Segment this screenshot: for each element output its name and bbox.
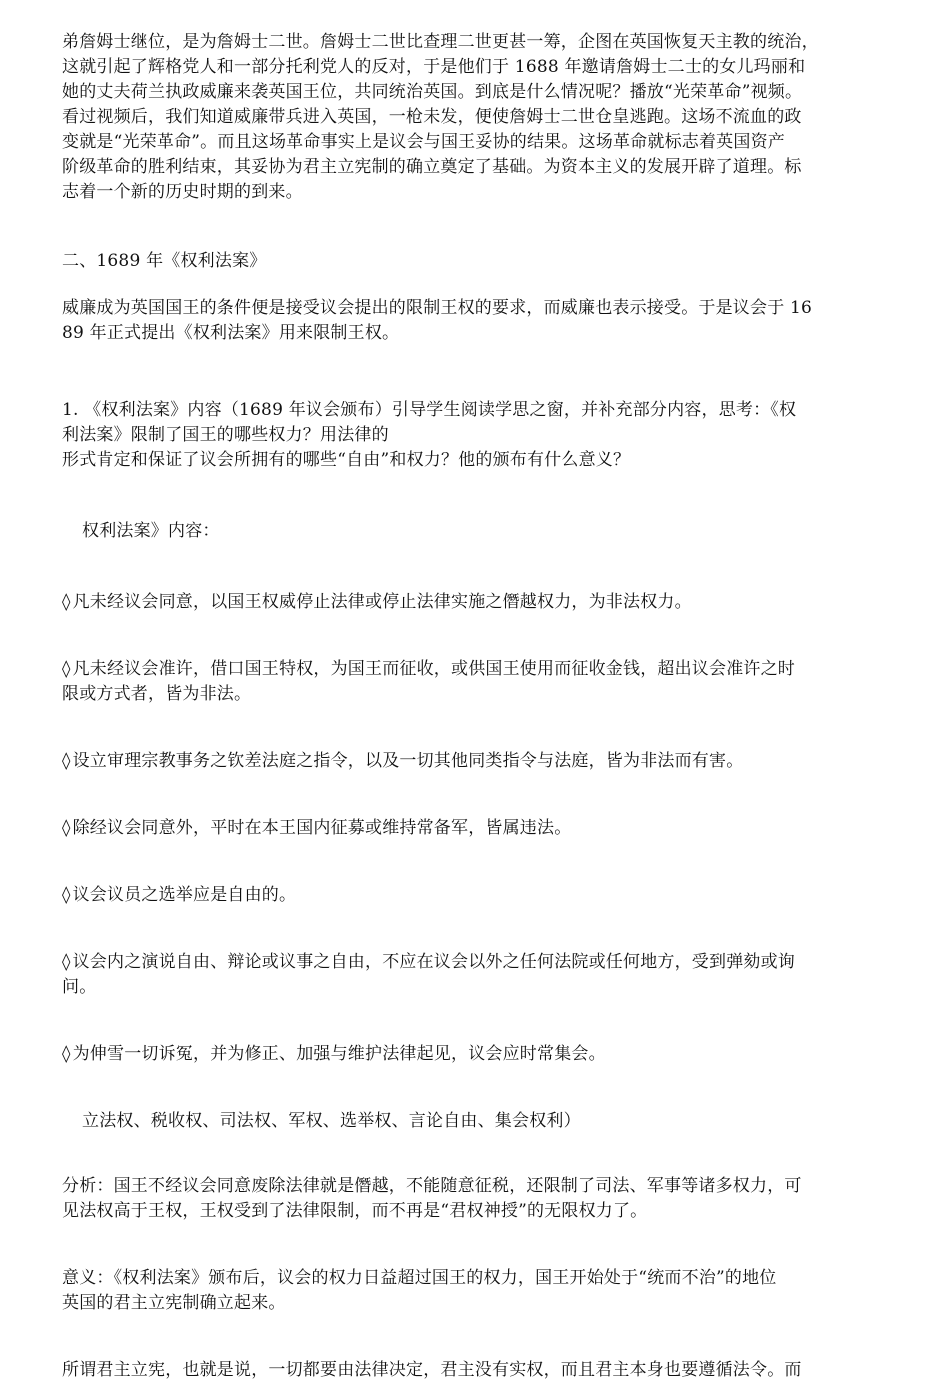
list-item (62, 749, 898, 774)
intro-paragraph (62, 30, 898, 205)
final-paragraph: 所谓君主立宪，也就是说，一切都要由法律决定，君主没有实权，而且君主本身也要遵循法令。而 (62, 1360, 802, 1380)
text-line (62, 816, 898, 841)
list-item (62, 1042, 898, 1067)
bullet-marker: ◊ (62, 659, 71, 679)
text-line: 威廉成为英国国王的条件便是接受议会提出的限制王权的要求，而威廉也表示接受。于是议会于 16 (62, 298, 813, 318)
text-line: 弟詹姆士继位，是为詹姆士二世。詹姆士二世比查理二世更甚一筹，企图在英国恢复天主教的统治， (62, 32, 819, 52)
bill-of-rights-list (62, 590, 898, 1067)
text-line: 89 年正式提出《权利法案》用来限制王权。 (62, 323, 400, 343)
text-line: 她的丈夫荷兰执政威廉来袭英国王位，共同统治英国。到底是什么情况呢？播放“光荣革命”视频。 (62, 82, 803, 102)
list-item (62, 816, 898, 841)
item-text: 除经议会同意外，平时在本王国内征募或维持常备军，皆属违法。 (72, 818, 572, 838)
item-text: 议会议员之选举应是自由的。 (72, 885, 297, 905)
bullet-marker: ◊ (62, 592, 71, 612)
content-title: 权利法案》内容： (82, 521, 220, 541)
text-line: 志着一个新的历史时期的到来。 (62, 182, 303, 202)
list-item (62, 590, 898, 615)
text-line: 见法权高于王权，王权受到了法律限制，而不再是“君权神授”的无限权力了。 (62, 1201, 648, 1221)
item-text: 凡未经议会同意，以国王权威停止法律或停止法律实施之僭越权力，为非法权力。 (72, 592, 692, 612)
analysis-paragraph (62, 1174, 898, 1224)
text-line (62, 749, 898, 774)
question-paragraph (62, 398, 898, 473)
text-line (62, 883, 898, 908)
item-text: 议会内之演说自由、辩论或议事之自由，不应在议会以外之任何法院或任何地方，受到弹劾或询 (72, 952, 796, 972)
text-line: 变就是“光荣革命”。而且这场革命事实上是议会与国王妥协的结果。这场革命就标志着英国资产 (62, 132, 785, 152)
text-line: 意义：《权利法案》颁布后，议会的权力日益超过国王的权力，国王开始处于“统而不治”的地位 (62, 1268, 777, 1288)
text-line (62, 950, 898, 975)
rights-summary: 立法权、税收权、司法权、军权、选举权、言论自由、集会权利） (82, 1111, 581, 1131)
document-page (62, 30, 898, 1383)
text-line: 限或方式者，皆为非法。 (62, 684, 252, 704)
text-line: 1. 《权利法案》内容（1689 年议会颁布）引导学生阅读学思之窗，并补充部分内容，思考：《权 (62, 400, 797, 420)
text-line (62, 1042, 898, 1067)
text-line: 看过视频后，我们知道威廉带兵进入英国，一枪未发，便使詹姆士二世仓皇逃跑。这场不流血的政 (62, 107, 802, 127)
list-item (62, 883, 898, 908)
text-line: 形式肯定和保证了议会所拥有的哪些“自由”和权力？他的颁布有什么意义？ (62, 450, 631, 470)
bullet-marker: ◊ (62, 751, 71, 771)
bullet-marker: ◊ (62, 818, 71, 838)
text-line (62, 657, 898, 682)
text-line (62, 590, 898, 615)
bullet-marker: ◊ (62, 1044, 71, 1064)
meaning-paragraph (62, 1266, 898, 1316)
bullet-marker: ◊ (62, 885, 71, 905)
text-line: 这就引起了辉格党人和一部分托利党人的反对，于是他们于 1688 年邀请詹姆士二士的女儿玛丽和 (62, 57, 806, 77)
item-text: 凡未经议会准许，借口国王特权，为国王而征收，或供国王使用而征收金钱，超出议会准许之时 (72, 659, 796, 679)
section-heading: 二、1689 年《权利法案》 (62, 251, 267, 271)
bullet-marker: ◊ (62, 952, 71, 972)
condition-paragraph (62, 296, 898, 346)
text-line: 英国的君主立宪制确立起来。 (62, 1293, 286, 1313)
text-line: 阶级革命的胜利结束，其妥协为君主立宪制的确立奠定了基础。为资本主义的发展开辟了道理。标 (62, 157, 802, 177)
list-item (62, 950, 898, 1000)
item-text: 为伸雪一切诉冤，并为修正、加强与维护法律起见，议会应时常集会。 (72, 1044, 606, 1064)
item-text: 设立审理宗教事务之钦差法庭之指令，以及一切其他同类指令与法庭，皆为非法而有害。 (72, 751, 744, 771)
text-line: 利法案》限制了国王的哪些权力？用法律的 (62, 425, 389, 445)
text-line: 分析：国王不经议会同意废除法律就是僭越，不能随意征税，还限制了司法、军事等诸多权力，可 (62, 1176, 802, 1196)
list-item (62, 657, 898, 707)
text-line: 问。 (62, 977, 97, 997)
